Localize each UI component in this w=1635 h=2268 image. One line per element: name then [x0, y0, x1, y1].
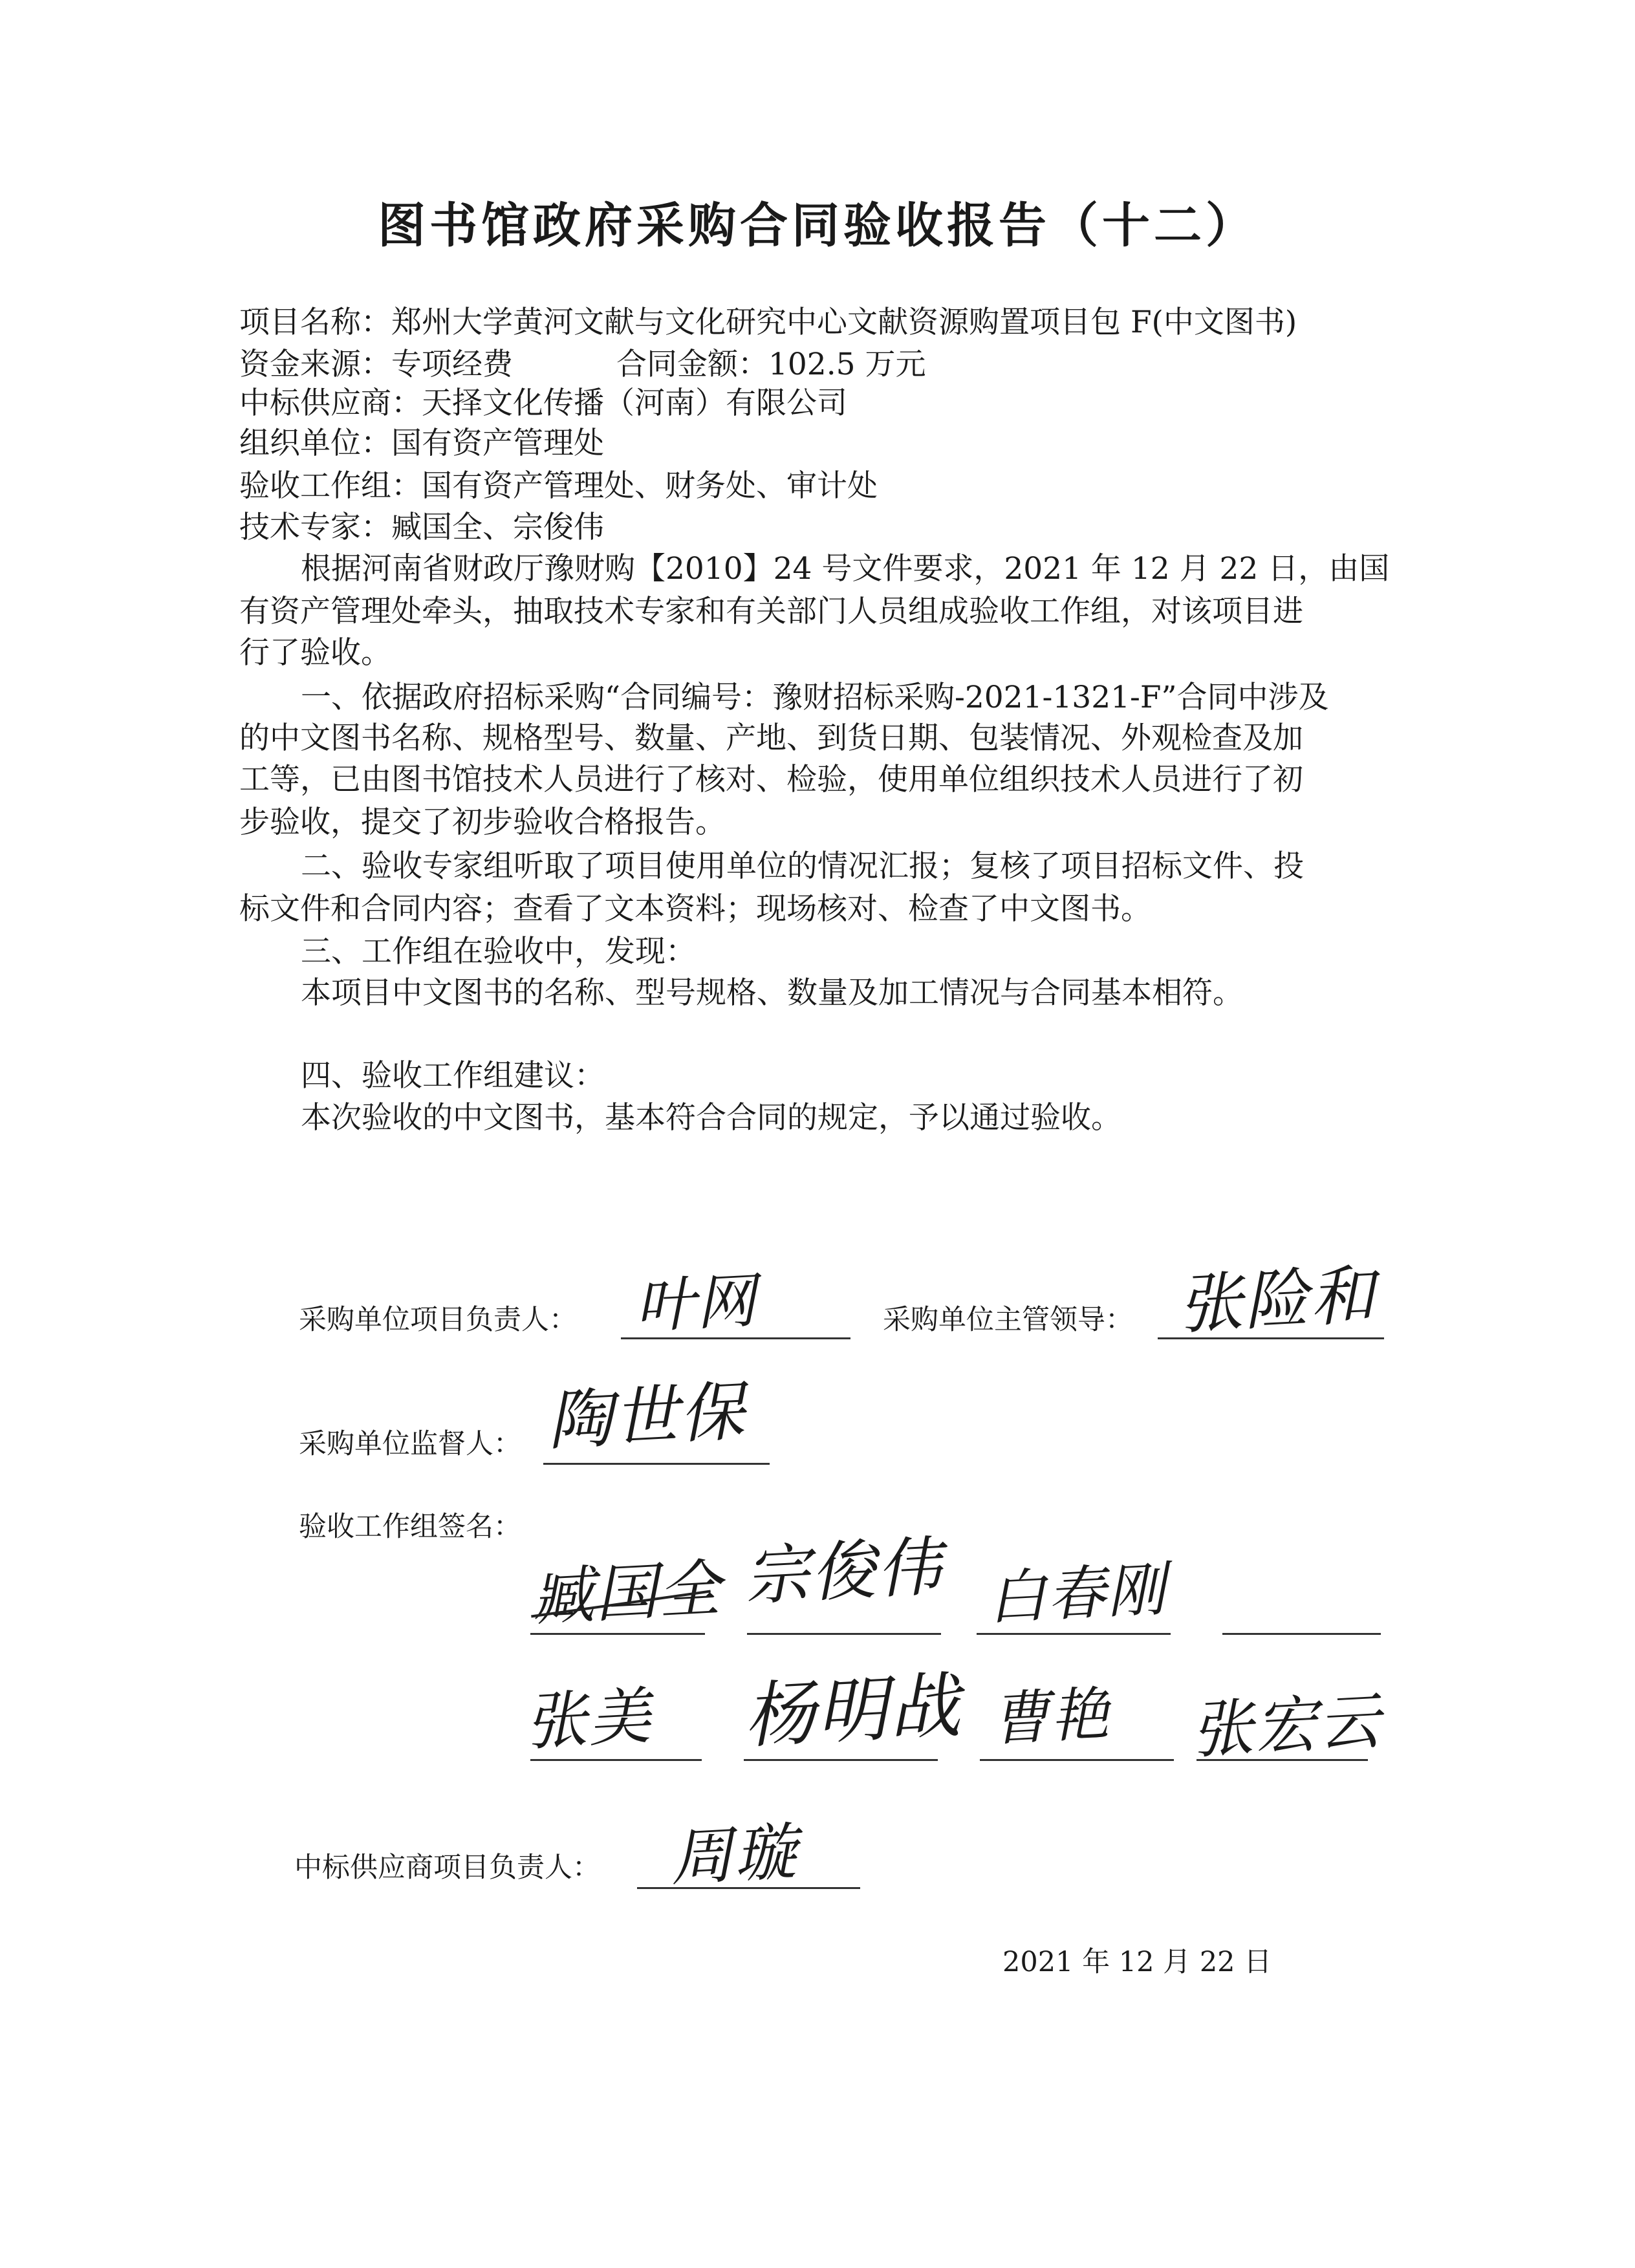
paragraph-line: 标文件和合同内容；查看了文本资料；现场核对、检查了中文图书。	[239, 891, 1151, 927]
paragraph-line: 行了验收。	[239, 635, 391, 671]
signature-underline	[621, 1337, 850, 1339]
paragraph-line: 有资产管理处牵头，抽取技术专家和有关部门人员组成验收工作组，对该项目进	[239, 594, 1303, 629]
paragraph-line: 二、验收专家组听取了项目使用单位的情况汇报；复核了项目招标文件、投	[301, 848, 1304, 884]
paragraph-line: 根据河南省财政厅豫财购【2010】24 号文件要求，2021 年 12 月 22 日，由国	[301, 551, 1390, 587]
findings-detail: 本项目中文图书的名称、型号规格、数量及加工情况与合同基本相符。	[301, 975, 1243, 1011]
signature-underline	[1158, 1337, 1384, 1339]
paragraph-line: 步验收，提交了初步验收合格报告。	[239, 805, 726, 840]
group-signature: 臧国全	[530, 1551, 734, 1635]
signature-underline	[1196, 1759, 1368, 1761]
group-signature: 宗俊伟	[742, 1528, 956, 1615]
contract-amount: 合同金额：102.5 万元	[616, 347, 926, 382]
signature-underline-empty	[1222, 1633, 1381, 1635]
working-group-line: 验收工作组：国有资产管理处、财务处、审计处	[239, 468, 878, 504]
group-signature: 张宏云	[1189, 1683, 1394, 1767]
signature-underline	[637, 1887, 860, 1889]
monitor-signature: 陶世保	[545, 1372, 759, 1460]
signature-underline	[530, 1759, 702, 1761]
paragraph-line: 工等，已由图书馆技术人员进行了核对、检验，使用单位组织技术人员进行了初	[239, 762, 1303, 797]
supplier-lead-label: 中标供应商项目负责人：	[294, 1852, 600, 1884]
signature-underline	[744, 1759, 938, 1761]
group-signature: 白春刚	[986, 1555, 1178, 1633]
signature-underline	[977, 1633, 1171, 1635]
monitor-label: 采购单位监督人：	[299, 1428, 521, 1460]
supplier-lead-signature: 周璇	[669, 1815, 810, 1895]
fund-source: 资金来源：专项经费	[239, 347, 513, 382]
group-label: 验收工作组签名：	[299, 1511, 521, 1543]
project-lead-signature: 叶网	[633, 1265, 769, 1342]
project-lead-label: 采购单位项目负责人：	[299, 1304, 577, 1336]
paragraph-line: 的中文图书名称、规格型号、数量、产地、到货日期、包装情况、外观检查及加	[239, 720, 1303, 756]
recommendation-heading: 四、验收工作组建议：	[301, 1058, 605, 1094]
project-name-line: 项目名称：郑州大学黄河文献与文化研究中心文献资源购置项目包 F(中文图书)	[239, 305, 1297, 340]
fund-amount-line	[239, 349, 926, 380]
signature-underline	[530, 1633, 705, 1635]
group-signature: 曹艳	[989, 1679, 1122, 1755]
document-title: 图书馆政府采购合同验收报告（十二）	[378, 198, 1257, 254]
group-signature: 张美	[523, 1679, 664, 1759]
group-signature: 杨明战	[742, 1663, 976, 1758]
report-date: 2021 年 12 月 22 日	[1002, 1946, 1272, 1978]
recommendation-detail: 本次验收的中文图书，基本符合合同的规定，予以通过验收。	[301, 1100, 1121, 1136]
supplier-line: 中标供应商：天择文化传播（河南）有限公司	[239, 385, 847, 421]
supervisor-label: 采购单位主管领导：	[883, 1304, 1133, 1336]
signature-underline	[980, 1759, 1174, 1761]
findings-heading: 三、工作组在验收中，发现：	[301, 934, 696, 969]
signature-underline	[543, 1463, 770, 1465]
signature-underline	[747, 1633, 941, 1635]
supervisor-signature: 张险和	[1176, 1256, 1389, 1343]
paragraph-line: 一、依据政府招标采购“合同编号：豫财招标采购-2021-1321-F”合同中涉及	[301, 680, 1329, 715]
experts-line: 技术专家：臧国全、宗俊伟	[239, 510, 604, 545]
organizer-line: 组织单位：国有资产管理处	[239, 426, 604, 461]
